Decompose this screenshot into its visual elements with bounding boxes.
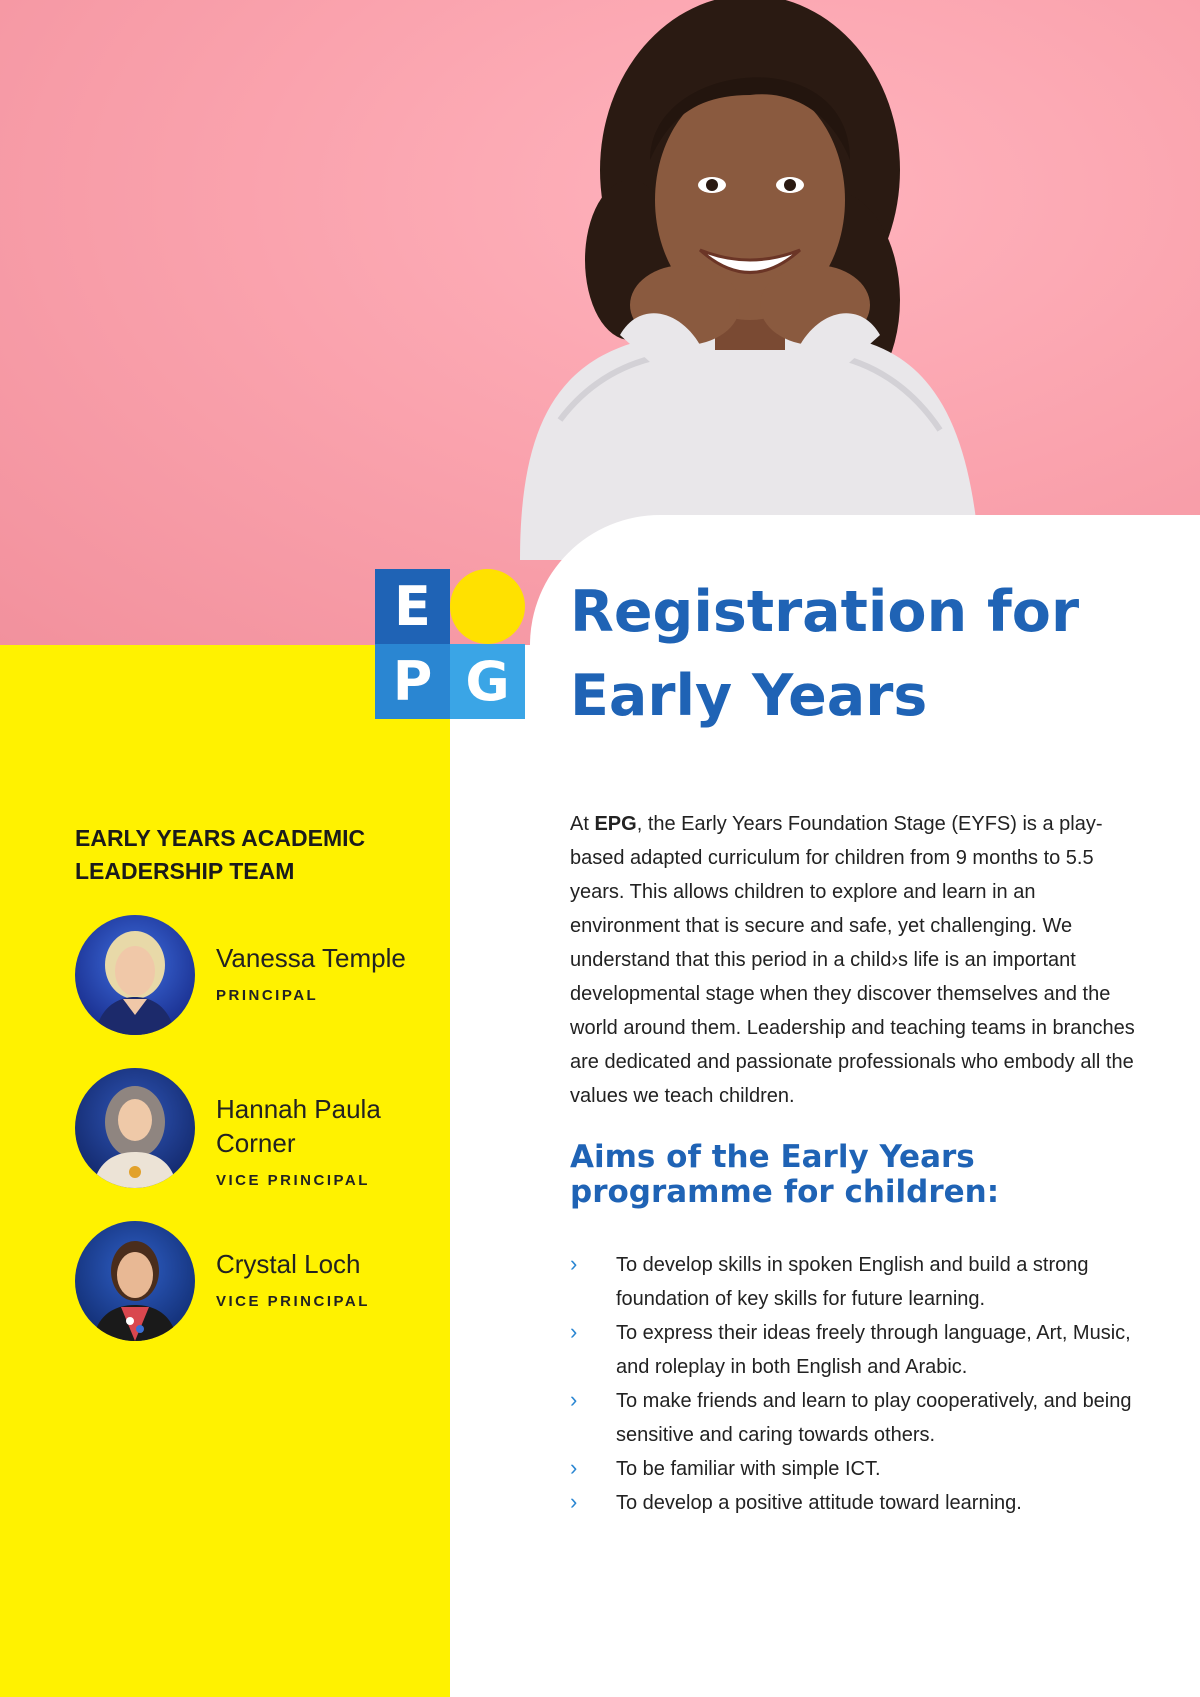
title-line-1: Registration for (570, 579, 1080, 645)
member-name: Vanessa Temple (216, 943, 406, 973)
aim-text: To express their ideas freely through language, Art, Music, and roleplay in both English and Arabic. (616, 1322, 1131, 1378)
aims-list (570, 1248, 1150, 1520)
avatar (75, 1221, 195, 1341)
aim-text: To develop a positive attitude toward learning. (616, 1492, 1022, 1514)
chevron-right-icon: › (570, 1319, 578, 1344)
list-item (570, 1452, 1150, 1486)
logo-letter-g: G (450, 644, 525, 719)
chevron-right-icon: › (570, 1251, 578, 1276)
member-name: Hannah Paula Corner (216, 1094, 381, 1158)
brand-name: EPG (594, 813, 637, 835)
chevron-right-icon: › (570, 1387, 578, 1412)
title-line-2: Early Years (570, 663, 928, 729)
child-photo (500, 0, 1000, 560)
member-role: VICE PRINCIPAL (216, 1172, 370, 1189)
list-item (570, 1486, 1150, 1520)
list-item (570, 1316, 1150, 1384)
logo-yellow-circle (450, 569, 525, 644)
epg-logo (375, 569, 525, 719)
logo-letter-e: E (375, 569, 450, 644)
intro-prefix: At (570, 813, 595, 835)
intro-body: , the Early Years Foundation Stage (EYFS) is a play-based adapted curriculum for children from 9 months to 5.5 years. This allows children to explore and learn in an environment that is secure and safe, yet challenging. We understand that this period in a child›s life is an important developmental stage when they discover themselves and the world around them. Leadership and teaching teams in branches are dedicated and passionate professionals who embody all the values we teach children. (570, 813, 1135, 1107)
member-name: Crystal Loch (216, 1249, 361, 1279)
aim-text: To be familiar with simple ICT. (616, 1458, 881, 1480)
chevron-right-icon: › (570, 1489, 578, 1514)
list-item (570, 1248, 1150, 1316)
member-role: PRINCIPAL (216, 987, 319, 1004)
team-heading: EARLY YEARS ACADEMIC LEADERSHIP TEAM (75, 825, 366, 884)
aim-text: To make friends and learn to play cooperatively, and being sensitive and caring towards others. (616, 1390, 1132, 1446)
member-role: VICE PRINCIPAL (216, 1293, 370, 1310)
aims-heading: Aims of the Early Years programme for children: (570, 1139, 1000, 1210)
logo-letter-p: P (375, 644, 450, 719)
chevron-right-icon: › (570, 1455, 578, 1480)
list-item (570, 1384, 1150, 1452)
left-panel (0, 645, 450, 1697)
avatar (75, 1068, 195, 1188)
avatar (75, 915, 195, 1035)
intro-paragraph (570, 807, 1150, 1113)
aim-text: To develop skills in spoken English and build a strong foundation of key skills for future learning. (616, 1254, 1089, 1310)
page-title (570, 570, 1170, 738)
